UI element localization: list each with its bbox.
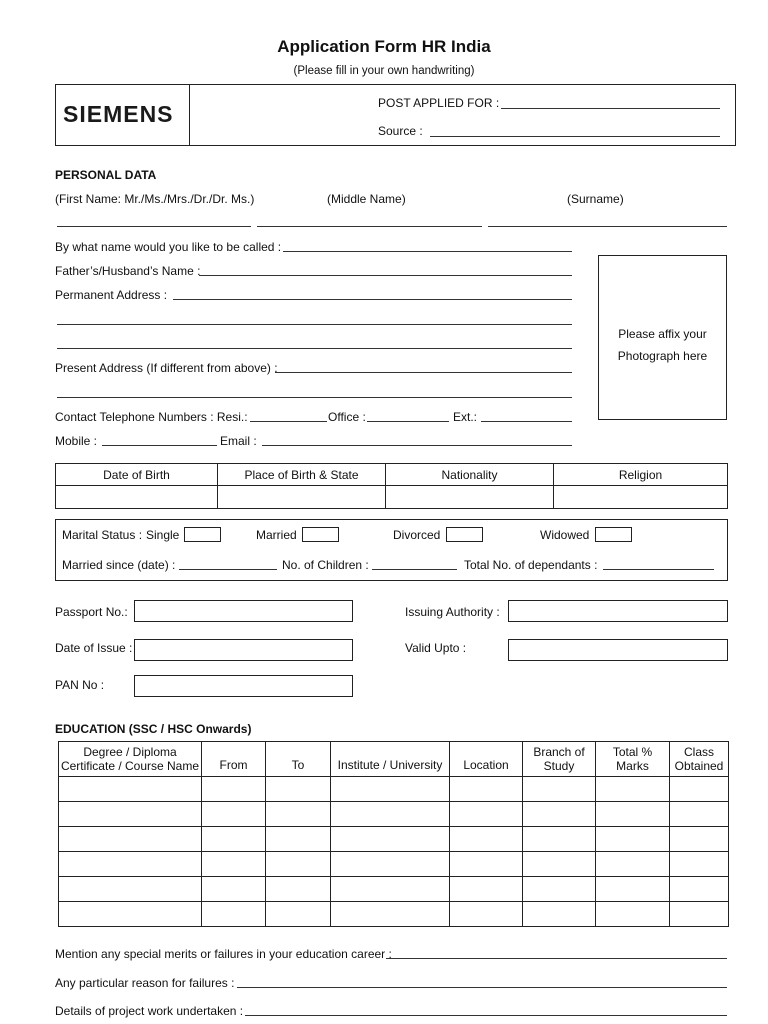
edu-cell[interactable] (202, 802, 266, 827)
edu-cell[interactable] (202, 902, 266, 927)
page-title: Application Form HR India (277, 37, 491, 56)
issue-date-label: Date of Issue : (55, 641, 133, 655)
source-field[interactable] (430, 136, 720, 137)
valid-upto-field[interactable] (508, 639, 728, 661)
edu-cell[interactable] (266, 802, 331, 827)
first-name-label: (First Name: Mr./Ms./Mrs./Dr./Dr. Ms.) (55, 192, 255, 206)
education-row (59, 827, 729, 852)
nationality-cell[interactable] (386, 486, 554, 509)
edu-cell[interactable] (202, 777, 266, 802)
permanent-address-field-2[interactable] (57, 324, 572, 325)
first-name-field[interactable] (57, 226, 251, 227)
project-field[interactable] (245, 1015, 727, 1016)
edu-cell[interactable] (523, 852, 596, 877)
post-applied-label: POST APPLIED FOR : (378, 96, 500, 110)
edu-cell[interactable] (450, 777, 523, 802)
dependants-field[interactable] (603, 569, 714, 570)
edu-cell[interactable] (331, 902, 450, 927)
authority-field[interactable] (508, 600, 728, 622)
source-label: Source : (378, 124, 423, 138)
dob-cell[interactable] (56, 486, 218, 509)
issue-date-field[interactable] (134, 639, 353, 661)
mobile-field[interactable] (102, 445, 217, 446)
personal-data-heading: PERSONAL DATA (55, 168, 157, 182)
present-address-label: Present Address (If different from above) : (55, 361, 278, 375)
permanent-address-field-1[interactable] (173, 299, 572, 300)
place-cell[interactable] (218, 486, 386, 509)
edu-header-location-text: Location (463, 758, 509, 772)
edu-cell[interactable] (450, 827, 523, 852)
edu-header-to-text: To (291, 758, 305, 772)
edu-header-to (266, 742, 331, 777)
edu-cell[interactable] (266, 852, 331, 877)
edu-cell[interactable] (331, 777, 450, 802)
edu-header-class-line1: Class (683, 745, 714, 759)
middle-name-label: (Middle Name) (327, 192, 406, 206)
phone-office-label: Office : (328, 410, 366, 424)
edu-header-institute (331, 742, 450, 777)
edu-cell[interactable] (202, 877, 266, 902)
edu-cell[interactable] (266, 777, 331, 802)
edu-cell[interactable] (266, 827, 331, 852)
education-heading: EDUCATION (SSC / HSC Onwards) (55, 722, 252, 736)
edu-cell[interactable] (670, 827, 729, 852)
education-row (59, 802, 729, 827)
edu-cell[interactable] (670, 777, 729, 802)
middle-name-field[interactable] (257, 226, 482, 227)
education-row (59, 877, 729, 902)
birth-header-religion: Religion (554, 464, 728, 486)
edu-cell[interactable] (670, 902, 729, 927)
edu-cell[interactable] (596, 877, 670, 902)
education-row (59, 852, 729, 877)
passport-label: Passport No.: (55, 605, 128, 619)
edu-cell[interactable] (59, 827, 202, 852)
phone-resi-label: Contact Telephone Numbers : Resi.: (55, 410, 248, 424)
mobile-label: Mobile : (55, 434, 98, 448)
married-since-label: Married since (date) : (62, 558, 176, 572)
education-table (58, 741, 729, 927)
birth-header-place: Place of Birth & State (218, 464, 386, 486)
edu-cell[interactable] (59, 877, 202, 902)
marital-status-label: Marital Status : (62, 528, 143, 542)
photo-text-1: Please affix your (618, 327, 707, 341)
edu-header-marks-line2: Marks (616, 759, 649, 773)
siemens-logo: SIEMENS (63, 101, 174, 127)
passport-field[interactable] (134, 600, 353, 622)
phone-office-field[interactable] (367, 421, 449, 422)
edu-header-degree-line2: Certificate / Course Name (60, 759, 200, 773)
edu-header-class-line2: Obtained (674, 759, 724, 773)
called-field[interactable] (283, 251, 572, 252)
option-single-label: Single (146, 528, 180, 542)
surname-field[interactable] (488, 226, 727, 227)
page-subtitle: (Please fill in your own handwriting) (293, 65, 475, 77)
edu-cell[interactable] (202, 852, 266, 877)
edu-header-branch (523, 742, 596, 777)
edu-header-from (202, 742, 266, 777)
edu-cell[interactable] (596, 802, 670, 827)
single-checkbox[interactable] (184, 527, 221, 542)
education-row (59, 777, 729, 802)
edu-cell[interactable] (523, 902, 596, 927)
permanent-address-field-3[interactable] (57, 348, 572, 349)
father-label: Father’s/Husband’s Name : (55, 264, 201, 278)
phone-ext-label: Ext.: (453, 410, 478, 424)
married-checkbox[interactable] (302, 527, 339, 542)
valid-upto-label: Valid Upto : (405, 641, 467, 655)
edu-header-from-text: From (219, 758, 248, 772)
father-field[interactable] (199, 275, 572, 276)
edu-header-degree (59, 742, 202, 777)
option-married-label: Married (256, 528, 297, 542)
failure-reason-field[interactable] (237, 987, 727, 988)
edu-cell[interactable] (596, 902, 670, 927)
birth-header-dob: Date of Birth (56, 464, 218, 486)
edu-cell[interactable] (202, 827, 266, 852)
edu-header-marks-line1: Total % (612, 745, 653, 759)
pan-label: PAN No : (55, 678, 105, 692)
edu-cell[interactable] (670, 852, 729, 877)
project-label: Details of project work undertaken : (55, 1004, 244, 1018)
edu-cell[interactable] (450, 802, 523, 827)
birth-table (55, 463, 728, 509)
phone-resi-field[interactable] (250, 421, 327, 422)
edu-cell[interactable] (596, 827, 670, 852)
authority-label: Issuing Authority : (405, 605, 500, 619)
edu-cell[interactable] (266, 902, 331, 927)
edu-header-branch-line2: Study (543, 759, 575, 773)
edu-header-location (450, 742, 523, 777)
edu-header-marks (596, 742, 670, 777)
religion-cell[interactable] (554, 486, 728, 509)
option-divorced-label: Divorced (393, 528, 441, 542)
edu-header-institute-text: Institute / University (337, 758, 443, 772)
edu-cell[interactable] (670, 802, 729, 827)
children-label: No. of Children : (282, 558, 369, 572)
merits-label: Mention any special merits or failures in your education career : (55, 947, 392, 961)
edu-cell[interactable] (596, 777, 670, 802)
edu-header-branch-line1: Branch of (533, 745, 585, 759)
edu-cell[interactable] (59, 777, 202, 802)
email-field[interactable] (262, 445, 572, 446)
photo-text-2: Photograph here (617, 349, 708, 363)
merits-field[interactable] (386, 958, 727, 959)
edu-header-class (670, 742, 729, 777)
option-widowed-label: Widowed (540, 528, 590, 542)
post-applied-field[interactable] (501, 108, 720, 109)
edu-header-degree-line1: Degree / Diploma (83, 745, 177, 759)
edu-cell[interactable] (450, 852, 523, 877)
dependants-label: Total No. of dependants : (464, 558, 598, 572)
children-field[interactable] (372, 569, 457, 570)
edu-cell[interactable] (523, 777, 596, 802)
edu-cell[interactable] (450, 877, 523, 902)
widowed-checkbox[interactable] (595, 527, 632, 542)
header-divider (189, 84, 190, 146)
called-label: By what name would you like to be called : (55, 240, 282, 254)
email-label: Email : (220, 434, 257, 448)
surname-label: (Surname) (567, 192, 624, 206)
divorced-checkbox[interactable] (446, 527, 483, 542)
phone-ext-field[interactable] (481, 421, 572, 422)
pan-field[interactable] (134, 675, 353, 697)
birth-header-nationality: Nationality (386, 464, 554, 486)
edu-cell[interactable] (331, 827, 450, 852)
edu-cell[interactable] (331, 877, 450, 902)
edu-cell[interactable] (331, 852, 450, 877)
edu-cell[interactable] (523, 877, 596, 902)
married-since-field[interactable] (179, 569, 277, 570)
present-address-field-2[interactable] (57, 397, 572, 398)
edu-cell[interactable] (596, 852, 670, 877)
present-address-field-1[interactable] (275, 372, 572, 373)
failure-reason-label: Any particular reason for failures : (55, 976, 235, 990)
edu-cell[interactable] (523, 802, 596, 827)
permanent-address-label: Permanent Address : (55, 288, 168, 302)
edu-cell[interactable] (523, 827, 596, 852)
education-row (59, 902, 729, 927)
edu-cell[interactable] (450, 902, 523, 927)
edu-cell[interactable] (59, 802, 202, 827)
edu-cell[interactable] (266, 877, 331, 902)
edu-cell[interactable] (670, 877, 729, 902)
edu-cell[interactable] (59, 852, 202, 877)
edu-cell[interactable] (59, 902, 202, 927)
edu-cell[interactable] (331, 802, 450, 827)
